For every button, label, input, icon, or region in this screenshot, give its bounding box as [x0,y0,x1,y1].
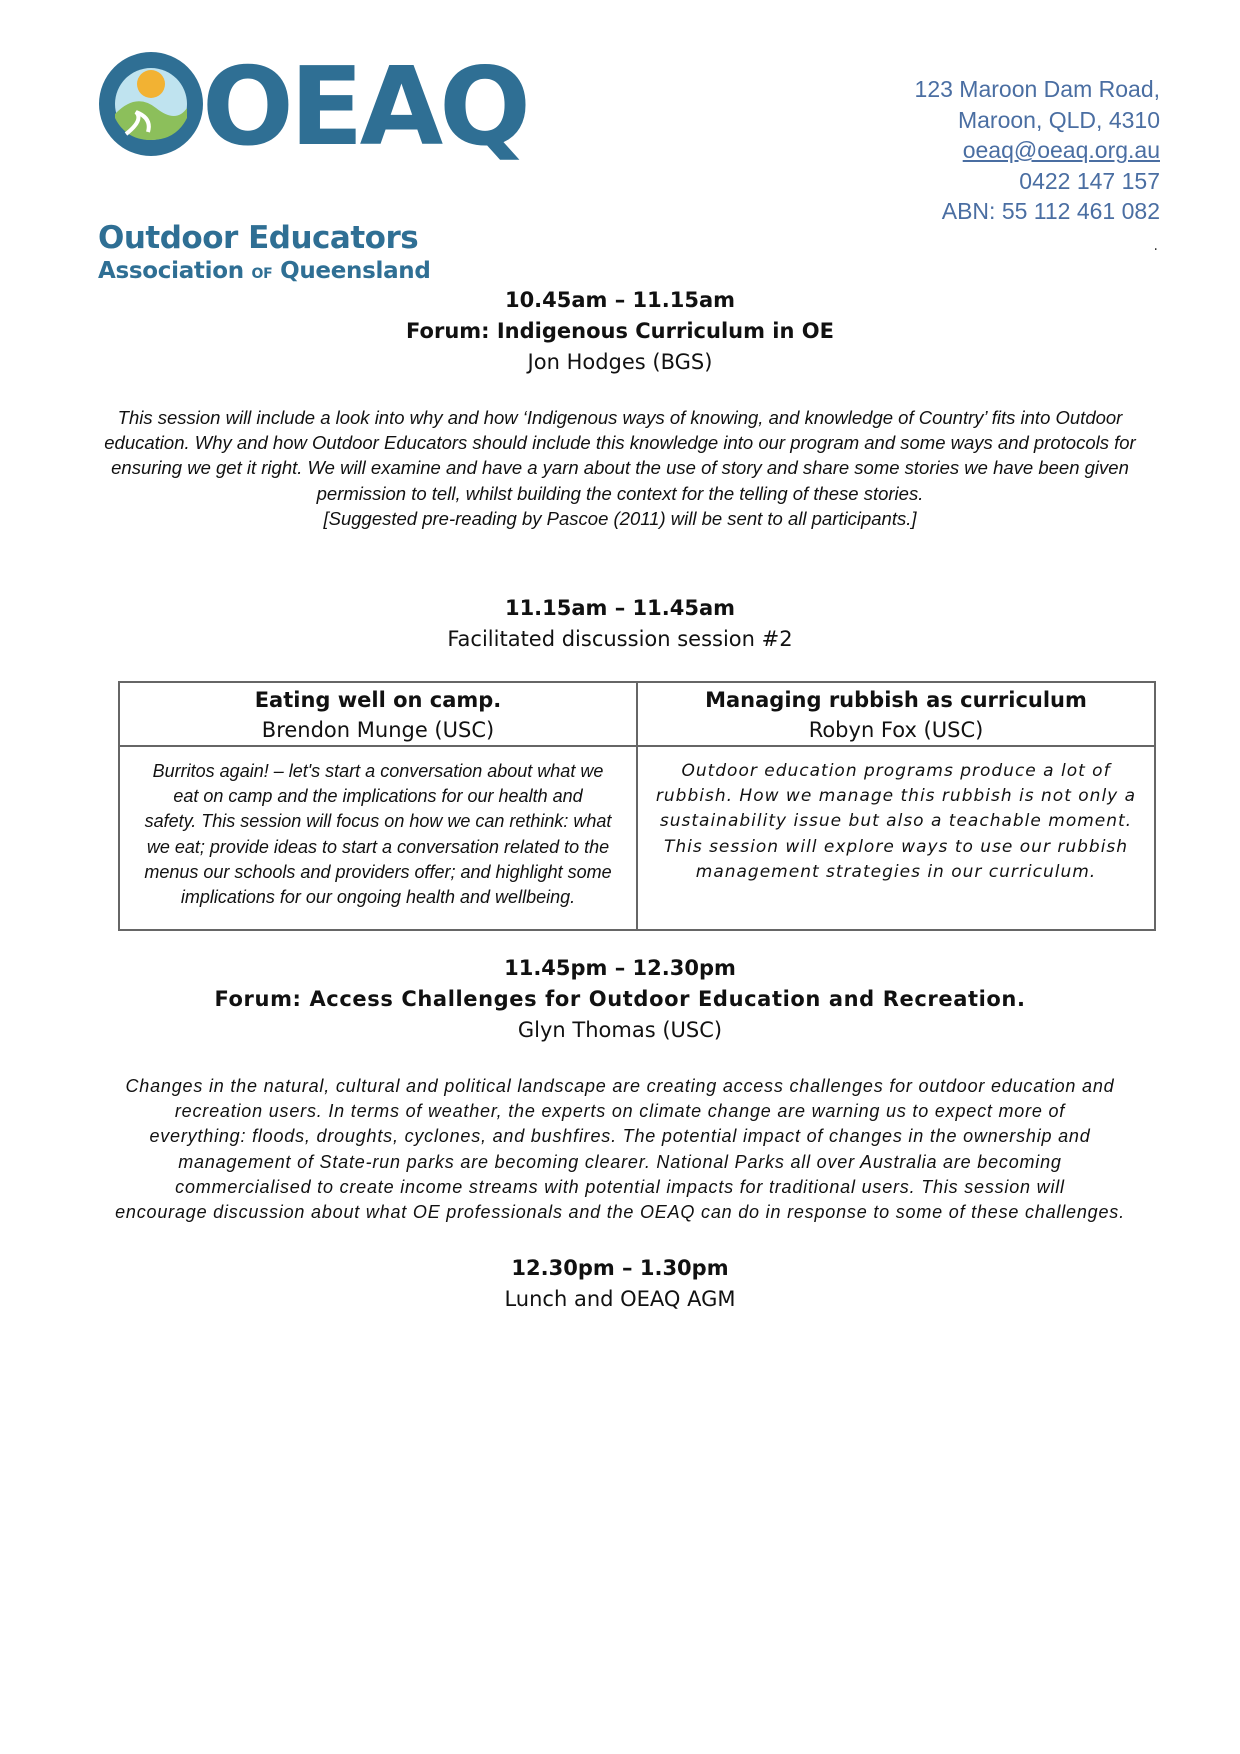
discussion-table [118,681,1156,931]
session-1-header [0,285,1240,378]
table-speaker-left: Brendon Munge (USC) [261,718,495,742]
abn-number: ABN: 55 112 461 082 [941,198,1160,224]
oeaq-logo-mark [96,45,527,170]
logo-wordmark: OEAQ [202,45,527,170]
address-locality: Maroon, QLD, 4310 [957,106,1160,133]
session-3-header [0,953,1240,1046]
session-3-speaker: Glyn Thomas (USC) [517,1018,723,1042]
table-title-right: Managing rubbish as curriculum [705,688,1087,712]
stray-mark: . [1153,238,1158,254]
phone-number: 0422 147 157 [1019,167,1160,194]
contact-address [915,74,1160,227]
session-4-header [0,1253,1240,1315]
session-4-subtitle: Lunch and OEAQ AGM [504,1287,736,1311]
email-link[interactable]: oeaq@oeaq.org.au [962,137,1160,163]
session-2-time: 11.15am – 11.45am [504,596,736,620]
session-2-header [0,593,1240,655]
session-3-title: Forum: Access Challenges for Outdoor Education and Recreation. [214,987,1026,1011]
session-3-description: Changes in the natural, cultural and political landscape are creating access challenges for outdoor education and recreation users. In terms of weather, the experts on climate change are warning us to expect more of everything: floods, droughts, cyclones, and bushfires. The potential impact of changes in the ownership and management of State-run parks are becoming clearer. National Parks all over Australia are becoming commercialised to create income streams with potential impacts for traditional users. This session will encourage discussion about what OE professionals and the OEAQ can do in response to some of these challenges. [115,1076,1125,1223]
table-header-eating-well [119,682,637,746]
table-cell-eating-well-desc: Burritos again! – let's start a conversation about what we eat on camp and the implications for our health and safety. This session will focus on how we can rethink: what we eat; provide ideas to start a conversation related to the menus our schools and providers offer; and highlight some implications for our ongoing health and wellbeing. [119,746,637,930]
session-2-subtitle: Facilitated discussion session #2 [447,627,793,651]
session-3-time: 11.45pm – 12.30pm [504,956,736,980]
session-1-description: This session will include a look into why and how ‘Indigenous ways of knowing, and knowledge of Country’ fits into Outdoor education. Why and how Outdoor Educators should include this knowledge into our program and some ways and protocols for ensuring we get it right. We will examine and have a yarn about the use of story and share some stories we have been given permission to tell, whilst building the context for the telling of these stories. [Suggested pre-reading by Pascoe (2011) will be sent to all participants.] [104,407,1136,529]
logo-line-outdoor-educators: Outdoor Educators [98,220,419,256]
session-1-speaker: Jon Hodges (BGS) [527,350,713,374]
table-speaker-right: Robyn Fox (USC) [808,718,984,742]
session-1-title: Forum: Indigenous Curriculum in OE [406,319,834,343]
session-1-time: 10.45am – 11.15am [504,288,736,312]
table-header-managing-rubbish [637,682,1155,746]
address-street: 123 Maroon Dam Road, [914,76,1160,102]
table-cell-managing-rubbish-desc: Outdoor education programs produce a lot of rubbish. How we manage this rubbish is not only a sustainability issue but also a teachable moment. This session will explore ways to use our rubbish management strategies in our curriculum. [637,746,1155,930]
session-4-time: 12.30pm – 1.30pm [511,1256,729,1280]
table-title-left: Eating well on camp. [254,688,502,712]
oeaq-logo [96,45,527,284]
logo-line-association: Association OF Queensland [98,258,431,284]
